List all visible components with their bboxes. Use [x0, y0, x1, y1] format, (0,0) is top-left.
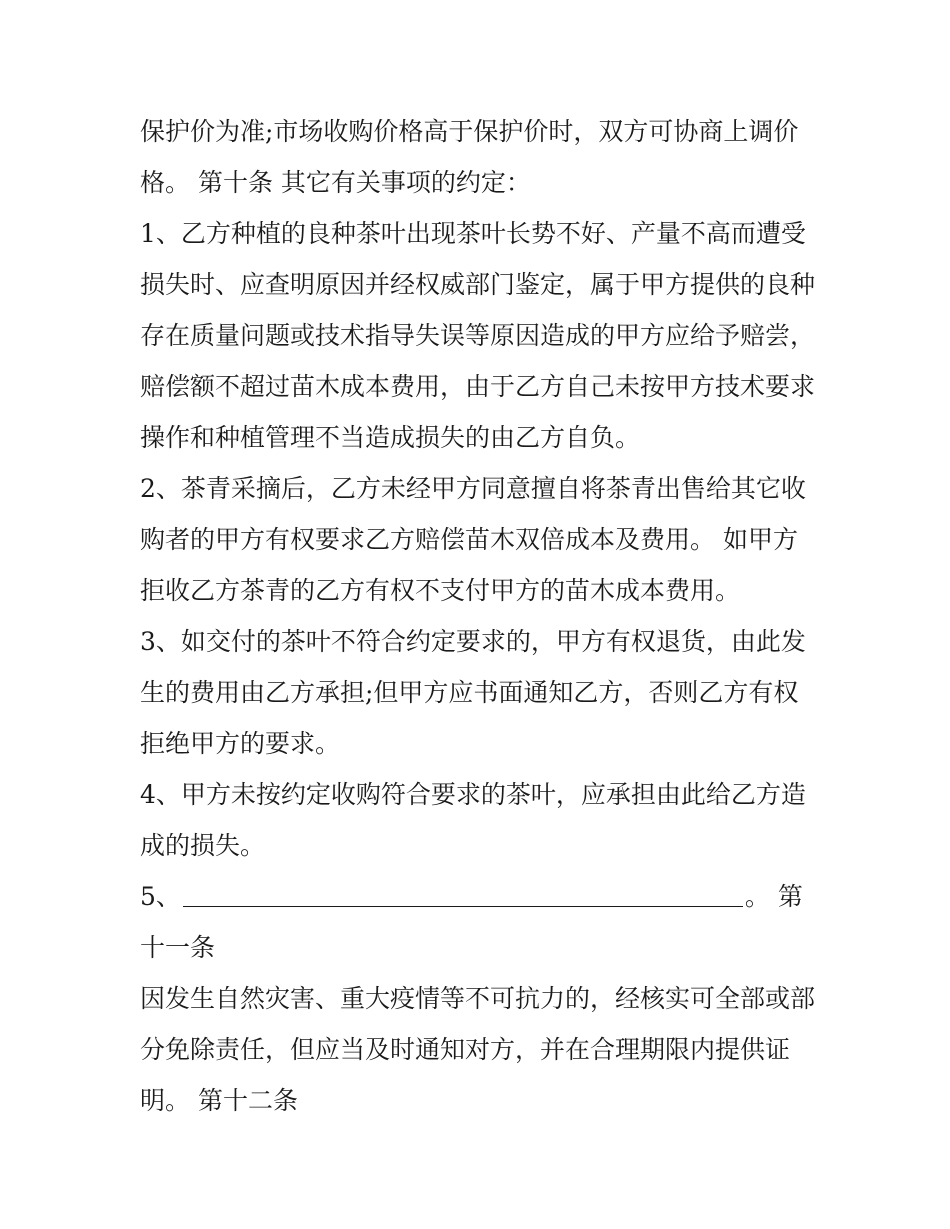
item-5-prefix: 5、 — [140, 882, 181, 911]
article-11-heading: 十一条 — [140, 933, 216, 962]
item-5-suffix: 。 第 — [744, 882, 803, 911]
paragraph-item-3: 3、如交付的茶叶不符合约定要求的，甲方有权退货，由此发生的费用由乙方承担;但甲方应书面通知乙方，否则乙方有权拒绝甲方的要求。 — [140, 627, 806, 758]
blank-fill-line — [183, 882, 743, 907]
document-body — [140, 106, 820, 1126]
paragraph-item-4: 4、甲方未按约定收购符合要求的茶叶，应承担由此给乙方造成的损失。 — [140, 780, 806, 860]
paragraph-item-1: 1、乙方种植的良种茶叶出现茶叶长势不好、产量不高而遭受损失时、应查明原因并经权威部门鉴定，属于甲方提供的良种存在质量问题或技术指导失误等原因造成的甲方应给予赔尝，赔偿额不超过苗木成本费用，由于乙方自己未按甲方技术要求操作和种植管理不当造成损失的由乙方自负。 — [140, 219, 816, 452]
paragraph-price-clause: 保护价为准;市场收购价格高于保护价时，双方可协商上调价格。 第十条 其它有关事项的约定： — [140, 117, 799, 197]
paragraph-item-5 — [140, 871, 820, 922]
paragraph-item-2: 2、茶青采摘后，乙方未经甲方同意擅自将茶青出售给其它收购者的甲方有权要求乙方赔偿苗木双倍成本及费用。 如甲方拒收乙方茶青的乙方有权不支付甲方的苗木成本费用。 — [140, 474, 806, 605]
paragraph-force-majeure: 因发生自然灾害、重大疫情等不可抗力的，经核实可全部或部分免除责任，但应当及时通知对方，并在合理期限内提供证明。 第十二条 — [140, 984, 816, 1115]
